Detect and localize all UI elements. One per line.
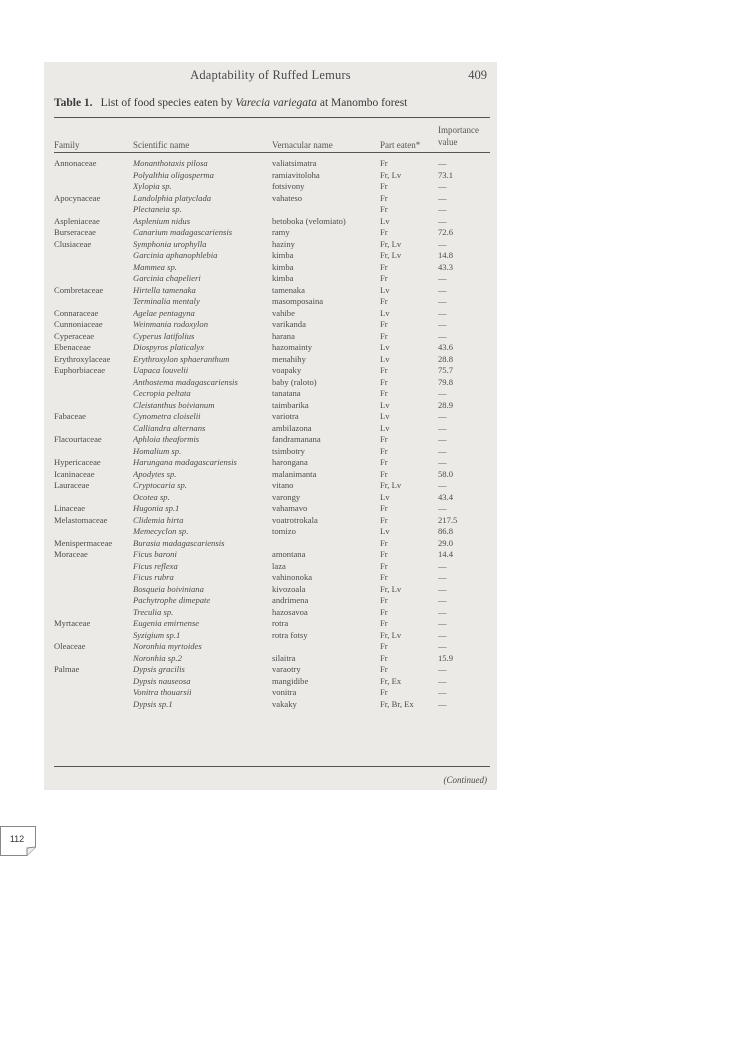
cell-vernacular-name: baby (raloto)	[272, 376, 317, 387]
table-row	[54, 365, 494, 377]
cell-family: Moraceae	[54, 549, 88, 559]
cell-vernacular-name: fotsivony	[272, 181, 305, 191]
cell-importance-value: —	[438, 284, 447, 295]
cell-family: Euphorbiaceae	[54, 365, 106, 375]
cell-part-eaten: Fr	[380, 445, 388, 456]
cell-importance-value: —	[438, 618, 447, 628]
cell-importance-value: 43.6	[438, 342, 454, 352]
cell-part-eaten: Fr	[380, 296, 388, 306]
cell-part-eaten: Fr, Lv	[380, 583, 402, 594]
cell-vernacular-name: ambilazona	[272, 422, 312, 433]
cell-part-eaten: Lv	[380, 353, 390, 364]
cell-scientific-name: Hugonia sp.1	[133, 503, 180, 513]
cell-part-eaten: Fr, Lv	[380, 250, 402, 260]
cell-scientific-name: Dypsis sp.1	[133, 698, 173, 709]
cell-importance-value: —	[438, 560, 447, 571]
cell-scientific-name: Pachytrophe dimepate	[133, 595, 211, 605]
table-caption-label: Table 1.	[54, 97, 93, 109]
cell-vernacular-name: harongana	[272, 457, 308, 467]
cell-importance-value: —	[438, 606, 447, 617]
cell-importance-value: 28.8	[438, 353, 454, 364]
cell-part-eaten: Fr	[380, 158, 388, 168]
cell-vernacular-name: malanimanta	[272, 468, 317, 479]
running-head-title: Adaptability of Ruffed Lemurs	[190, 68, 351, 82]
table-row	[54, 331, 494, 343]
cell-importance-value: —	[438, 411, 447, 421]
cell-part-eaten: Fr, Lv	[380, 629, 402, 640]
cell-part-eaten: Fr	[380, 273, 388, 283]
cell-scientific-name: Eugenia emirnense	[133, 618, 200, 628]
cell-part-eaten: Fr	[380, 652, 388, 663]
cell-part-eaten: Fr	[380, 606, 388, 617]
cell-importance-value: 28.9	[438, 399, 454, 410]
header-part-eaten: Part eaten*	[380, 140, 421, 150]
cell-part-eaten: Fr	[380, 330, 388, 341]
table-row	[54, 354, 494, 366]
cell-vernacular-name: tamenaka	[272, 284, 305, 295]
cell-family: Apocynaceae	[54, 192, 101, 203]
cell-part-eaten: Fr	[380, 503, 388, 513]
cell-importance-value: 43.3	[438, 261, 454, 272]
cell-vernacular-name: vahateso	[272, 192, 303, 203]
cell-scientific-name: Treculia sp.	[133, 606, 174, 617]
header-importance-value	[438, 125, 479, 148]
cell-part-eaten: Fr	[380, 261, 388, 272]
cell-scientific-name: Apodytes sp.	[133, 468, 177, 479]
table-row	[54, 170, 494, 182]
table-row	[54, 216, 494, 228]
table-row	[54, 561, 494, 573]
cell-vernacular-name: fandramanana	[272, 434, 321, 444]
table-row	[54, 618, 494, 630]
cell-vernacular-name: tomizo	[272, 526, 296, 536]
cell-scientific-name: Ficus reflexa	[133, 560, 178, 571]
cell-importance-value: 73.1	[438, 169, 454, 180]
table-row	[54, 595, 494, 607]
header-family: Family	[54, 140, 80, 150]
table-row	[54, 388, 494, 400]
cell-scientific-name: Terminalia mentaly	[133, 296, 200, 306]
cell-scientific-name: Ficus rubra	[133, 572, 174, 582]
table-row	[54, 480, 494, 492]
cell-family: Palmae	[54, 664, 80, 674]
cell-family: Icaninaceae	[54, 468, 95, 479]
table-row	[54, 204, 494, 216]
cell-part-eaten: Lv	[380, 284, 390, 295]
cell-scientific-name: Bosqueia boiviniana	[133, 583, 204, 594]
cell-vernacular-name: rotra	[272, 618, 289, 628]
cell-vernacular-name: varongy	[272, 491, 301, 502]
cell-vernacular-name: vonitra	[272, 687, 297, 697]
table-row	[54, 239, 494, 251]
cell-part-eaten: Fr	[380, 514, 388, 525]
running-head-page-number: 409	[468, 68, 487, 82]
page-tab-number: 112	[9, 834, 25, 844]
cell-importance-value: 79.8	[438, 376, 454, 387]
cell-family: Ebenaceae	[54, 342, 91, 352]
cell-importance-value: —	[438, 330, 447, 341]
cell-scientific-name: Cryptocaria sp.	[133, 480, 187, 490]
cell-importance-value: —	[438, 319, 447, 329]
cell-part-eaten: Fr	[380, 618, 388, 628]
cell-part-eaten: Lv	[380, 399, 390, 410]
cell-scientific-name: Dypsis nauseosa	[133, 675, 191, 686]
running-head	[44, 68, 497, 84]
cell-family: Erythroxylaceae	[54, 353, 111, 364]
cell-scientific-name: Ocotea sp.	[133, 491, 170, 502]
cell-vernacular-name: voatrotrokala	[272, 514, 318, 525]
cell-vernacular-name: taimbarika	[272, 399, 309, 410]
cell-vernacular-name: masomposaina	[272, 296, 324, 306]
cell-importance-value: —	[438, 480, 447, 490]
cell-importance-value: 43.4	[438, 491, 454, 502]
cell-vernacular-name: amontana	[272, 549, 306, 559]
cell-vernacular-name: vakaky	[272, 698, 297, 709]
cell-scientific-name: Garcinia chapelieri	[133, 273, 201, 283]
cell-part-eaten: Fr	[380, 572, 388, 582]
cell-scientific-name: Polyalthia oligosperma	[133, 169, 214, 180]
cell-importance-value: 15.9	[438, 652, 454, 663]
cell-scientific-name: Cyperus latifolius	[133, 330, 195, 341]
cell-vernacular-name: varikanda	[272, 319, 306, 329]
table-row	[54, 457, 494, 469]
header-scientific-name: Scientific name	[133, 140, 190, 150]
table-row	[54, 446, 494, 458]
cell-importance-value: —	[438, 307, 447, 318]
table-row	[54, 319, 494, 331]
table-row	[54, 572, 494, 584]
table-row	[54, 676, 494, 688]
cell-importance-value: —	[438, 572, 447, 582]
header-importance-line1: Importance	[438, 125, 479, 135]
cell-family: Lauraceae	[54, 480, 90, 490]
cell-part-eaten: Fr	[380, 434, 388, 444]
cell-scientific-name: Noronhia myrtoides	[133, 641, 202, 651]
cell-part-eaten: Fr	[380, 641, 388, 651]
table-header-rule	[54, 152, 490, 153]
cell-scientific-name: Mammea sp.	[133, 261, 177, 272]
table-row	[54, 158, 494, 170]
cell-importance-value: —	[438, 181, 447, 191]
cell-importance-value: —	[438, 595, 447, 605]
cell-importance-value: —	[438, 664, 447, 674]
cell-vernacular-name: kimba	[272, 273, 294, 283]
cell-vernacular-name: varaotry	[272, 664, 301, 674]
cell-scientific-name: Garcinia aphanophlebia	[133, 250, 218, 260]
table-row	[54, 641, 494, 653]
cell-importance-value: —	[438, 687, 447, 697]
table-row	[54, 296, 494, 308]
cell-vernacular-name: voapaky	[272, 365, 302, 375]
table-row	[54, 227, 494, 239]
cell-part-eaten: Lv	[380, 491, 390, 502]
cell-vernacular-name: kivozoala	[272, 583, 306, 594]
cell-scientific-name: Aphloia theaformis	[133, 434, 200, 444]
page-number-tab	[0, 826, 36, 856]
cell-part-eaten: Fr	[380, 227, 388, 237]
cell-importance-value: —	[438, 583, 447, 594]
cell-vernacular-name: ramiavitoloha	[272, 169, 320, 180]
table-bottom-rule	[54, 766, 490, 767]
cell-part-eaten: Fr	[380, 181, 388, 191]
cell-family: Combretaceae	[54, 284, 104, 295]
cell-vernacular-name: laza	[272, 560, 286, 571]
cell-scientific-name: Landolphia platyclada	[133, 192, 212, 203]
cell-importance-value: —	[438, 273, 447, 283]
cell-scientific-name: Erythroxylon sphaeranthum	[133, 353, 230, 364]
continued-note: (Continued)	[443, 775, 487, 785]
cell-importance-value: —	[438, 158, 447, 168]
cell-importance-value: —	[438, 445, 447, 456]
cell-scientific-name: Calliandra alternans	[133, 422, 206, 433]
cell-scientific-name: Homalium sp.	[133, 445, 182, 456]
cell-part-eaten: Fr, Ex	[380, 675, 402, 686]
cell-part-eaten: Fr	[380, 468, 388, 479]
cell-scientific-name: Dypsis gracilis	[133, 664, 185, 674]
cell-part-eaten: Fr	[380, 537, 388, 548]
cell-importance-value: 86.8	[438, 526, 454, 536]
cell-part-eaten: Fr	[380, 457, 388, 467]
cell-importance-value: —	[438, 503, 447, 513]
table-row	[54, 273, 494, 285]
cell-importance-value: —	[438, 192, 447, 203]
cell-family: Connaraceae	[54, 307, 99, 318]
table-body	[54, 158, 494, 710]
cell-scientific-name: Syzigium sp.1	[133, 629, 181, 640]
table-caption-location: at Manombo forest	[316, 97, 408, 109]
cell-vernacular-name: vahibe	[272, 307, 295, 318]
cell-family: Burseraceae	[54, 227, 96, 237]
table-row	[54, 503, 494, 515]
cell-importance-value: 58.0	[438, 468, 454, 479]
cell-part-eaten: Fr, Lv	[380, 238, 402, 249]
cell-part-eaten: Fr	[380, 560, 388, 571]
table-row	[54, 630, 494, 642]
cell-vernacular-name: valiatsimatra	[272, 158, 317, 168]
cell-family: Menispermaceae	[54, 537, 113, 548]
cell-family: Hypericaceae	[54, 457, 101, 467]
table-row	[54, 699, 494, 711]
table-row	[54, 308, 494, 320]
cell-scientific-name: Hirtella tamenaka	[133, 284, 196, 295]
table-row	[54, 342, 494, 354]
cell-scientific-name: Cleistanthus boivianum	[133, 399, 215, 410]
table-row	[54, 262, 494, 274]
cell-vernacular-name: harana	[272, 330, 295, 341]
cell-vernacular-name: betoboka (velomiato)	[272, 215, 346, 226]
cell-importance-value: —	[438, 641, 447, 651]
cell-part-eaten: Fr	[380, 365, 388, 375]
cell-part-eaten: Fr	[380, 388, 388, 398]
cell-importance-value: —	[438, 457, 447, 467]
cell-scientific-name: Ficus baroni	[133, 549, 177, 559]
cell-vernacular-name: hazomainty	[272, 342, 313, 352]
cell-importance-value: —	[438, 204, 447, 214]
cell-part-eaten: Lv	[380, 307, 390, 318]
cell-vernacular-name: andrimena	[272, 595, 309, 605]
header-vernacular-name: Vernacular name	[272, 140, 333, 150]
table-row	[54, 607, 494, 619]
cell-importance-value: —	[438, 422, 447, 433]
table-row	[54, 653, 494, 665]
cell-part-eaten: Fr	[380, 595, 388, 605]
table-row	[54, 469, 494, 481]
cell-vernacular-name: vahinonoka	[272, 572, 313, 582]
cell-family: Oleaceae	[54, 641, 86, 651]
cell-importance-value: 217.5	[438, 514, 458, 525]
cell-scientific-name: Symphonia urophylla	[133, 238, 207, 249]
cell-part-eaten: Fr	[380, 549, 388, 559]
cell-part-eaten: Fr	[380, 376, 388, 387]
table-row	[54, 492, 494, 504]
cell-part-eaten: Fr	[380, 192, 388, 203]
cell-vernacular-name: silaitra	[272, 652, 296, 663]
cell-scientific-name: Asplenium nidus	[133, 215, 191, 226]
cell-part-eaten: Lv	[380, 422, 390, 433]
cell-part-eaten: Fr, Lv	[380, 480, 402, 490]
cell-part-eaten: Lv	[380, 526, 390, 536]
cell-scientific-name: Cecropia peltata	[133, 388, 191, 398]
cell-family: Melastomaceae	[54, 514, 108, 525]
cell-importance-value: 72.6	[438, 227, 454, 237]
table-row	[54, 250, 494, 262]
cell-part-eaten: Fr, Br, Ex	[380, 698, 414, 709]
table-row	[54, 377, 494, 389]
cell-part-eaten: Fr	[380, 204, 388, 214]
cell-scientific-name: Agelae pentagyna	[133, 307, 195, 318]
cell-family: Cunnoniaceae	[54, 319, 103, 329]
cell-vernacular-name: tanatana	[272, 388, 301, 398]
cell-importance-value: —	[438, 434, 447, 444]
table-row	[54, 181, 494, 193]
table-row	[54, 538, 494, 550]
cell-part-eaten: Fr, Lv	[380, 169, 402, 180]
cell-importance-value: —	[438, 238, 447, 249]
cell-vernacular-name: kimba	[272, 261, 294, 272]
cell-family: Linaceae	[54, 503, 86, 513]
cell-part-eaten: Lv	[380, 342, 390, 352]
cell-family: Clusiaceae	[54, 238, 92, 249]
cell-part-eaten: Fr	[380, 319, 388, 329]
cell-vernacular-name: mangidibe	[272, 675, 309, 686]
table-row	[54, 411, 494, 423]
cell-vernacular-name: variotra	[272, 411, 299, 421]
cell-part-eaten: Fr	[380, 687, 388, 697]
cell-scientific-name: Xylopia sp.	[133, 181, 172, 191]
cell-family: Fabaceae	[54, 411, 86, 421]
cell-scientific-name: Clidemia hirta	[133, 514, 184, 525]
cell-importance-value: —	[438, 629, 447, 640]
cell-part-eaten: Fr	[380, 664, 388, 674]
cell-vernacular-name: rotra fotsy	[272, 629, 308, 640]
cell-importance-value: —	[438, 675, 447, 686]
table-row	[54, 526, 494, 538]
cell-scientific-name: Diospyros platicalyx	[133, 342, 205, 352]
cell-family: Cyperaceae	[54, 330, 95, 341]
cell-importance-value: —	[438, 388, 447, 398]
cell-vernacular-name: vahamavo	[272, 503, 308, 513]
cell-scientific-name: Vonitra thouarsii	[133, 687, 192, 697]
table-caption	[54, 97, 494, 109]
cell-part-eaten: Lv	[380, 411, 390, 421]
table-row	[54, 193, 494, 205]
cell-family: Aspleniaceae	[54, 215, 100, 226]
cell-vernacular-name: hazosavoa	[272, 606, 308, 617]
cell-family: Annonaceae	[54, 158, 97, 168]
cell-vernacular-name: tsimbotry	[272, 445, 305, 456]
cell-scientific-name: Memecyclon sp.	[133, 526, 189, 536]
cell-scientific-name: Anthostema madagascariensis	[133, 376, 238, 387]
cell-scientific-name: Canarium madagascariensis	[133, 227, 233, 237]
table-row	[54, 285, 494, 297]
cell-importance-value: —	[438, 215, 447, 226]
cell-scientific-name: Cynometra cloiselii	[133, 411, 201, 421]
cell-scientific-name: Burasia madagascariensis	[133, 537, 225, 548]
cell-scientific-name: Harungana madagascariensis	[133, 457, 237, 467]
header-importance-line2: value	[438, 136, 458, 147]
cell-vernacular-name: menahihy	[272, 353, 306, 364]
cell-vernacular-name: kimba	[272, 250, 294, 260]
cell-vernacular-name: vitano	[272, 480, 294, 490]
table-row	[54, 664, 494, 676]
cell-importance-value: 14.8	[438, 250, 454, 260]
table-caption-text: List of food species eaten by	[100, 97, 236, 109]
scanned-page	[44, 62, 497, 790]
table-row	[54, 400, 494, 412]
cell-importance-value: —	[438, 698, 447, 709]
cell-importance-value: 75.7	[438, 365, 454, 375]
cell-part-eaten: Lv	[380, 215, 390, 226]
cell-importance-value: 14.4	[438, 549, 454, 559]
cell-vernacular-name: haziny	[272, 238, 295, 249]
cell-scientific-name: Noronhia sp.2	[133, 652, 182, 663]
table-caption-species: Varecia variegata	[235, 97, 317, 109]
cell-vernacular-name: ramy	[272, 227, 290, 237]
cell-scientific-name: Plectaneia sp.	[133, 204, 182, 214]
cell-importance-value: 29.0	[438, 537, 454, 548]
cell-importance-value: —	[438, 296, 447, 306]
table-row	[54, 515, 494, 527]
table-row	[54, 549, 494, 561]
table-row	[54, 584, 494, 596]
cell-scientific-name: Weinmania rodoxylon	[133, 319, 209, 329]
table-row	[54, 434, 494, 446]
table-top-rule	[54, 117, 490, 118]
table-row	[54, 423, 494, 435]
cell-family: Flacourtaceae	[54, 434, 102, 444]
cell-scientific-name: Monanthotaxis pilosa	[133, 158, 208, 168]
table-row	[54, 687, 494, 699]
cell-scientific-name: Uapaca louvelii	[133, 365, 189, 375]
cell-family: Myrtaceae	[54, 618, 91, 628]
